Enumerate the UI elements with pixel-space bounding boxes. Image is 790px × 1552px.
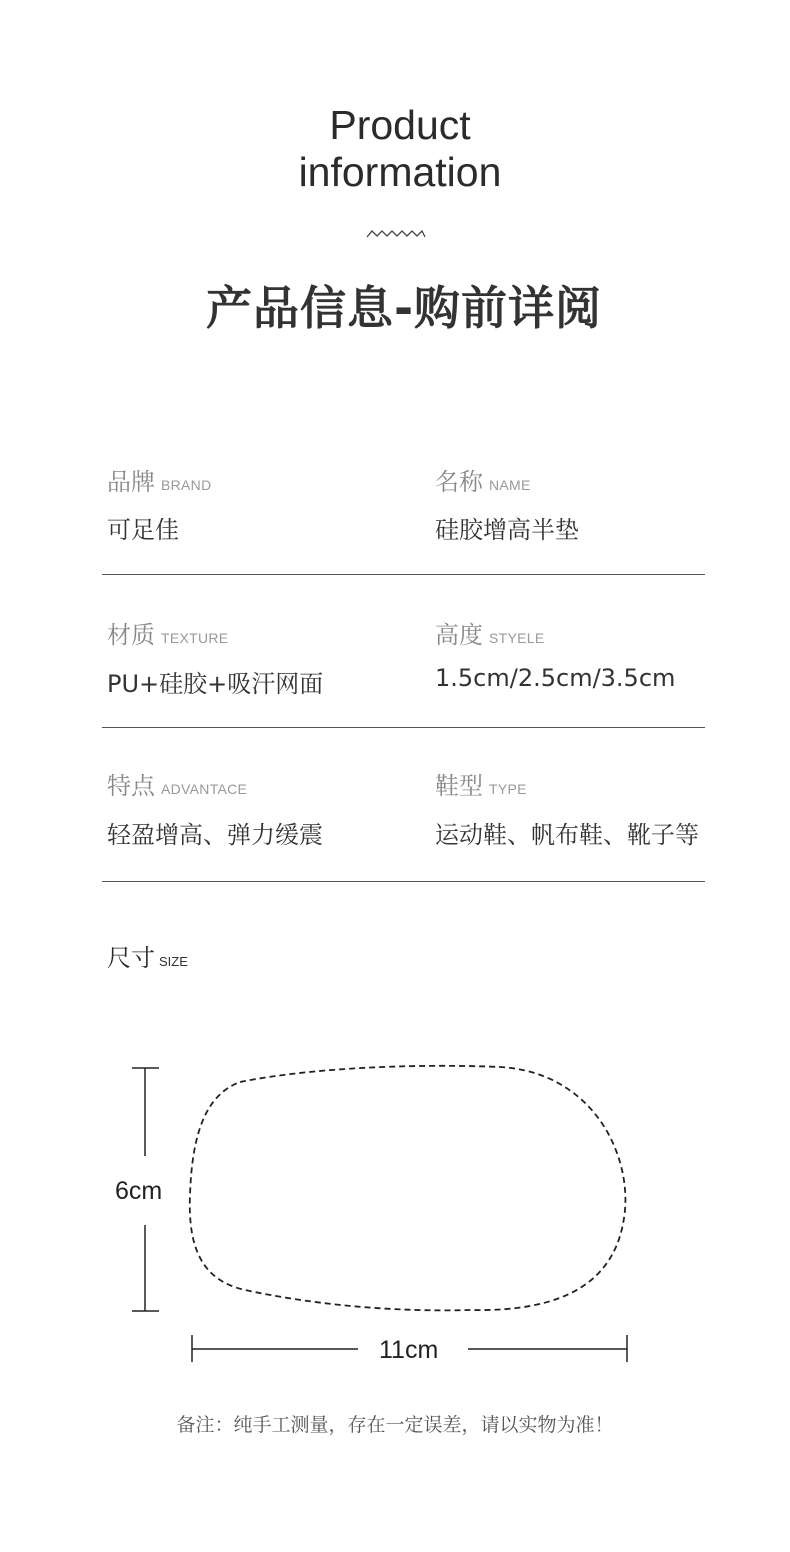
row-divider (102, 727, 705, 728)
spec-value-height: 1.5cm/2.5cm/3.5cm (435, 664, 676, 692)
spec-label-texture (107, 615, 228, 650)
spec-label-text: 名称 (435, 468, 483, 496)
spec-value-brand: 可足佳 (107, 516, 179, 544)
spec-label-en: BRAND (161, 477, 212, 493)
spec-label-en: ADVANTACE (161, 781, 248, 797)
spec-value-name: 硅胶增高半垫 (435, 516, 579, 544)
spec-value-advantage: 轻盈增高、弹力缓震 (107, 821, 323, 849)
spec-label-en: TEXTURE (161, 630, 229, 646)
spec-value-texture: PU+硅胶+吸汗网面 (107, 670, 324, 698)
spec-label-text: 特点 (107, 772, 155, 800)
spec-value-type: 运动鞋、帆布鞋、靴子等 (435, 821, 699, 849)
size-diagram (0, 1050, 790, 1370)
spec-label-text: 材质 (107, 621, 155, 649)
title-en (0, 102, 790, 196)
title-en-line2: information (298, 149, 502, 195)
size-label (107, 938, 188, 973)
spec-label-type (435, 766, 527, 801)
width-dim-label: 11cm (379, 1336, 439, 1364)
row-divider (102, 881, 705, 882)
size-label-text: 尺寸 (107, 944, 155, 972)
spec-label-advantage (107, 766, 247, 801)
spec-label-height (435, 615, 545, 650)
size-label-en: SIZE (159, 954, 188, 969)
page-title-cn: 产品信息-购前详阅 (205, 281, 603, 335)
spec-label-text: 品牌 (107, 468, 155, 496)
height-dim-label: 6cm (115, 1177, 163, 1205)
title-en-line1: Product (329, 102, 471, 148)
zigzag-wave-icon (366, 225, 426, 239)
spec-label-name (435, 462, 531, 497)
spec-label-en: NAME (489, 477, 531, 493)
spec-label-en: STYELE (489, 630, 545, 646)
spec-label-text: 高度 (435, 621, 483, 649)
insole-outline (190, 1066, 626, 1311)
spec-label-en: TYPE (489, 781, 527, 797)
spec-label-text: 鞋型 (435, 772, 483, 800)
spec-label-brand (107, 462, 212, 497)
row-divider (102, 574, 705, 575)
measurement-note: 备注：纯手工测量，存在一定误差，请以实物为准！ (176, 1414, 614, 1436)
